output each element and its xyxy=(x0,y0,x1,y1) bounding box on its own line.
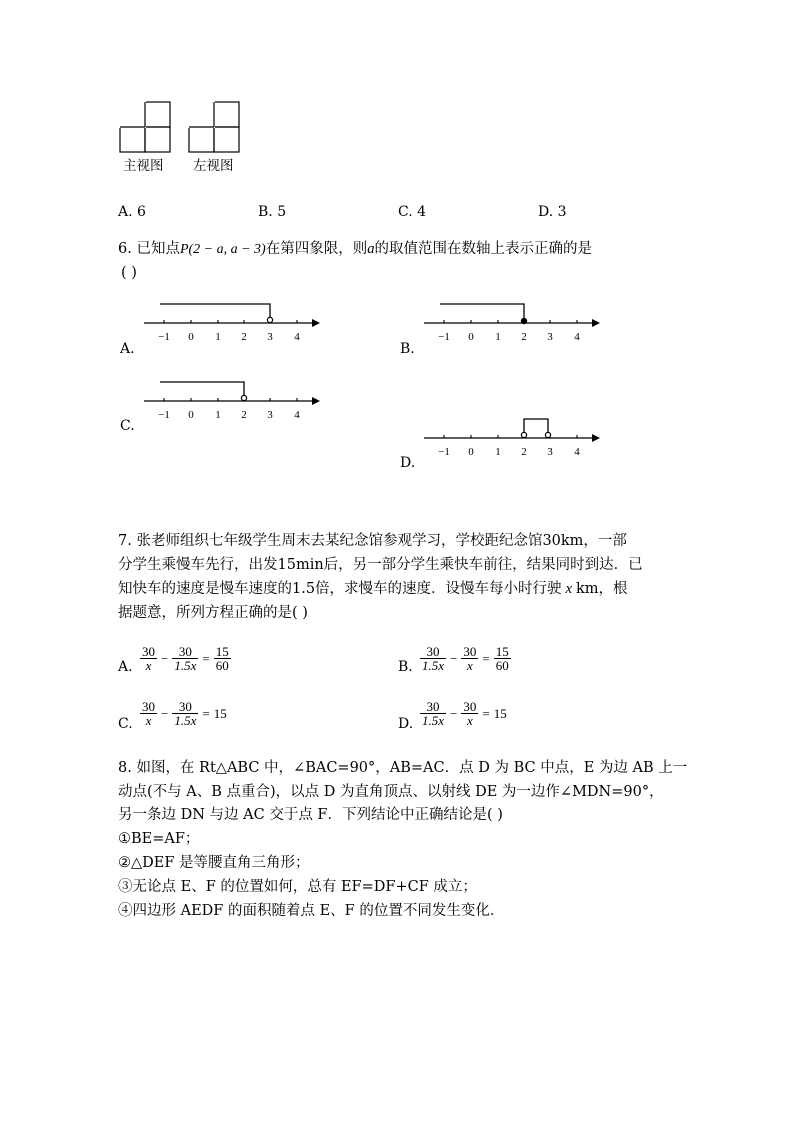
fraction: $\frac{30}{1.5x}$ xyxy=(422,699,445,728)
q7-equation-a: $\frac{30}{x}$ − $\frac{30}{1.5x}$ = $\frac{15}{60}$ xyxy=(142,644,229,673)
number-line-a xyxy=(140,296,330,346)
tick-label: 2 xyxy=(241,409,247,421)
q8-line-3: 另一条边 DN 与边 AC 交于点 F．下列结论中正确结论是( ) xyxy=(118,807,503,823)
q6-stem-post: 在第四象限，则 xyxy=(265,241,368,257)
q6-variable: a xyxy=(367,241,375,257)
tick-label: 4 xyxy=(574,331,580,343)
left-view-figure xyxy=(187,100,243,156)
q7-line-3 xyxy=(118,577,628,601)
q8-line-1: 8. 如图，在 Rt△ABC 中，∠BAC=90°，AB=AC．点 D 为 BC 中点，E 为边 AB 上一 xyxy=(118,760,688,776)
fraction: $\frac{30}{1.5x}$ xyxy=(174,644,197,673)
q7-equation-b: $\frac{30}{1.5x}$ − $\frac{30}{x}$ = $\frac{15}{60}$ xyxy=(422,644,509,673)
tick-label: 1 xyxy=(495,446,501,458)
q8-item-2: ②△DEF 是等腰直角三角形； xyxy=(118,855,310,871)
q6-option-c-label: C. xyxy=(120,418,135,434)
q7-equation-d: $\frac{30}{1.5x}$ − $\frac{30}{x}$ = 15 xyxy=(422,699,507,728)
tick-label: 2 xyxy=(521,446,527,458)
tick-label: 0 xyxy=(468,446,474,458)
tick-label: 2 xyxy=(521,331,527,343)
tick-label: 0 xyxy=(188,409,194,421)
q6-option-d-label: D. xyxy=(400,455,416,471)
fraction: $\frac{30}{1.5x}$ xyxy=(174,699,197,728)
fraction: $\frac{30}{x}$ xyxy=(463,699,477,728)
fraction: $\frac{30}{x}$ xyxy=(142,699,155,728)
q7-line-1: 7. 张老师组织七年级学生周末去某纪念馆参观学习，学校距纪念馆30km，一部 xyxy=(118,533,627,549)
q7-option-c-label: C. xyxy=(118,716,133,732)
q8-item-3: ③无论点 E、F 的位置如何，总有 EF=DF+CF 成立； xyxy=(118,879,477,895)
tick-label: 1 xyxy=(215,409,221,421)
q5-option-a: A. 6 xyxy=(118,204,146,220)
q5-option-b: B. 5 xyxy=(258,204,287,220)
q7-line-2: 分学生乘慢车先行，出发15min后，另一部分学生乘快车前往，结果同时到达．已 xyxy=(118,557,643,573)
number-line-c xyxy=(140,374,330,424)
q5-option-d: D. 3 xyxy=(538,204,567,220)
q6-stem-end: 的取值范围在数轴上表示正确的是 xyxy=(374,241,592,257)
fraction: $\frac{30}{x}$ xyxy=(142,644,155,673)
tick-label: 1 xyxy=(495,331,501,343)
tick-label: 1 xyxy=(215,331,221,343)
q6-option-b-label: B. xyxy=(400,341,415,357)
q7-variable-x: x xyxy=(565,581,572,597)
front-view-figure xyxy=(118,100,174,156)
q6-point-expression: P(2 − a, a − 3) xyxy=(179,242,266,257)
q8-item-4: ④四边形 AEDF 的面积随着点 E、F 的位置不同发生变化． xyxy=(118,903,505,919)
tick-label: 2 xyxy=(241,331,247,343)
left-view-caption: 左视图 xyxy=(193,158,234,174)
tick-label: −1 xyxy=(158,331,170,343)
tick-label: 3 xyxy=(547,331,553,343)
tick-label: 0 xyxy=(188,331,194,343)
tick-label: −1 xyxy=(438,446,450,458)
tick-label: 4 xyxy=(294,409,300,421)
number-line-d xyxy=(420,411,610,461)
q6-stem-pre: 6. 已知点 xyxy=(118,241,180,257)
q6-stem xyxy=(118,237,592,262)
q7-line-3-pre: 知快车的速度是慢车速度的1.5倍，求慢车的速度．设慢车每小时行驶 xyxy=(118,581,562,597)
fraction: $\frac{15}{60}$ xyxy=(495,644,509,673)
q6-option-a-label: A. xyxy=(120,341,135,357)
q7-option-b-label: B. xyxy=(398,659,413,675)
tick-label: 3 xyxy=(267,331,273,343)
tick-label: 4 xyxy=(294,331,300,343)
number-line-b xyxy=(420,296,610,346)
tick-label: 3 xyxy=(267,409,273,421)
q7-line-4: 据题意，所列方程正确的是( ) xyxy=(118,605,308,621)
q7-option-a-label: A. xyxy=(118,659,133,675)
q8-item-1: ①BE=AF； xyxy=(118,831,200,847)
fraction: $\frac{30}{x}$ xyxy=(463,644,477,673)
q6-answer-paren: ( ) xyxy=(121,265,137,281)
tick-label: −1 xyxy=(158,409,170,421)
fraction: $\frac{15}{60}$ xyxy=(215,644,229,673)
tick-label: 4 xyxy=(574,446,580,458)
front-view-caption: 主视图 xyxy=(123,158,164,174)
q8-line-2: 动点(不与 A、B 点重合)，以点 D 为直角顶点、以射线 DE 为一边作∠MDN=90°， xyxy=(118,784,664,800)
tick-label: −1 xyxy=(438,331,450,343)
q7-option-d-label: D. xyxy=(398,716,414,732)
tick-label: 0 xyxy=(468,331,474,343)
fraction: $\frac{30}{1.5x}$ xyxy=(422,644,445,673)
tick-label: 3 xyxy=(547,446,553,458)
q7-line-3-post: km，根 xyxy=(576,581,628,597)
q5-option-c: C. 4 xyxy=(398,204,427,220)
q7-equation-c: $\frac{30}{x}$ − $\frac{30}{1.5x}$ = 15 xyxy=(142,699,227,728)
